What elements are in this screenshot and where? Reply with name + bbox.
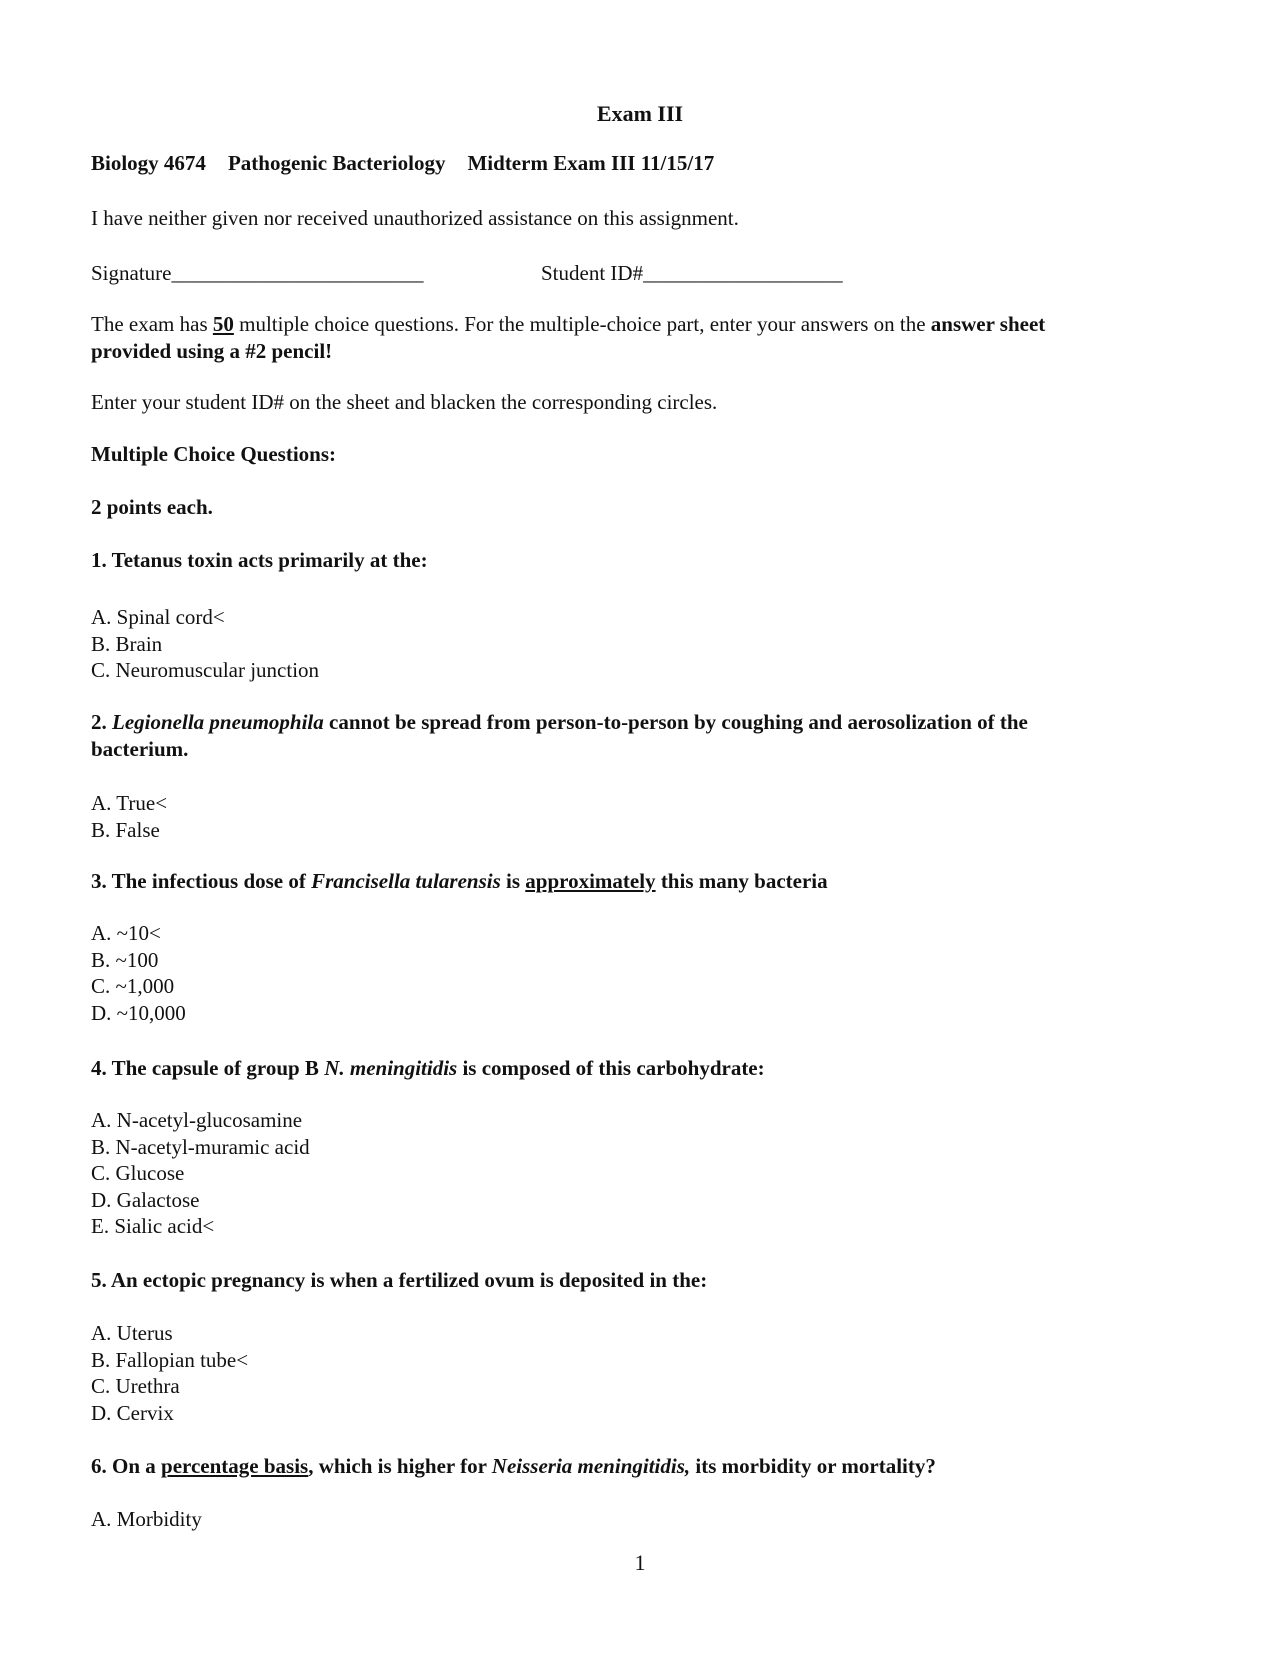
option: B. False: [91, 817, 160, 842]
student-id-instruction: Enter your student ID# on the sheet and blacken the corresponding circles.: [91, 390, 718, 414]
question-5-options: [91, 1320, 1171, 1426]
question-text: this many bacteria: [655, 869, 828, 893]
instructions-text-1: The exam has: [91, 312, 213, 336]
option: C. Urethra: [91, 1374, 180, 1398]
question-1-options: [91, 604, 1171, 684]
question-text: 6. On a: [91, 1454, 162, 1478]
question-4-options: [91, 1107, 1171, 1240]
question-text: , which is higher for: [308, 1454, 492, 1478]
option: B. N-acetyl-muramic acid: [91, 1134, 310, 1159]
question-text: cannot be spread from person-to-person by coughing and aerosolization of the: [323, 710, 1028, 734]
option: D. Cervix: [91, 1400, 174, 1425]
question-text-cont: bacterium.: [91, 737, 189, 761]
option: A. Uterus: [91, 1321, 173, 1345]
question-1: 1. Tetanus toxin acts primarily at the:: [91, 548, 428, 572]
course-name: Pathogenic Bacteriology: [227, 151, 446, 175]
option: C. Neuromuscular junction: [91, 658, 320, 682]
course-header: [91, 150, 1171, 177]
student-id-line: Student ID#___________________: [541, 261, 843, 285]
instructions-text-2: multiple choice questions. For the multiple-choice part, enter your answers on the: [233, 312, 931, 336]
option: D. ~10,000: [91, 1000, 186, 1025]
option: A. True<: [91, 791, 168, 815]
section-heading: Multiple Choice Questions:: [91, 442, 336, 466]
question-6: [91, 1453, 1171, 1480]
option: A. Morbidity: [91, 1507, 202, 1531]
question-text: is: [500, 869, 526, 893]
organism-name: Francisella tularensis: [311, 869, 501, 893]
option: A. ~10<: [91, 921, 161, 945]
exam-title: Exam III: [596, 101, 684, 126]
question-count: 50: [212, 312, 234, 336]
question-text: its morbidity or mortality?: [690, 1454, 936, 1478]
option: B. ~100: [91, 947, 159, 972]
question-2-options: [91, 790, 1171, 843]
option: C. ~1,000: [91, 974, 175, 998]
instructions-paragraph: [91, 311, 1171, 365]
instructions-bold-a: answer sheet: [930, 312, 1046, 336]
question-text: 4. The capsule of group B: [91, 1056, 325, 1080]
question-4: [91, 1055, 1171, 1082]
course-number: Biology 4674: [91, 151, 206, 175]
question-5: 5. An ectopic pregnancy is when a fertilized ovum is deposited in the:: [91, 1268, 708, 1292]
option: A. Spinal cord<: [91, 605, 225, 629]
honor-statement: I have neither given nor received unauthorized assistance on this assignment.: [91, 206, 739, 230]
option: C. Glucose: [91, 1161, 185, 1185]
question-2: [91, 709, 1171, 763]
page-number: 1: [634, 1550, 646, 1575]
question-3-options: [91, 920, 1171, 1026]
exam-name: Midterm Exam III 11/15/17: [467, 151, 715, 175]
option: A. N-acetyl-glucosamine: [91, 1108, 303, 1132]
question-text: 3. The infectious dose of: [91, 869, 312, 893]
question-text: is composed of this carbohydrate:: [457, 1056, 765, 1080]
emphasis-word: percentage basis: [161, 1454, 309, 1478]
instructions-bold-b: provided using a #2 pencil!: [91, 339, 333, 363]
points-note: 2 points each.: [91, 495, 213, 519]
option: E. Sialic acid<: [91, 1214, 215, 1238]
question-6-options: [91, 1506, 1171, 1533]
organism-name: Legionella pneumophila: [112, 710, 324, 734]
option: B. Fallopian tube<: [91, 1347, 249, 1372]
signature-line: Signature________________________: [91, 261, 424, 285]
organism-name: Neisseria meningitidis,: [491, 1454, 691, 1478]
question-number: 2.: [91, 710, 112, 734]
emphasis-word: approximately: [525, 869, 656, 893]
organism-name: N. meningitidis: [324, 1056, 458, 1080]
option: B. Brain: [91, 631, 163, 656]
question-3: [91, 868, 1171, 895]
option: D. Galactose: [91, 1187, 200, 1212]
